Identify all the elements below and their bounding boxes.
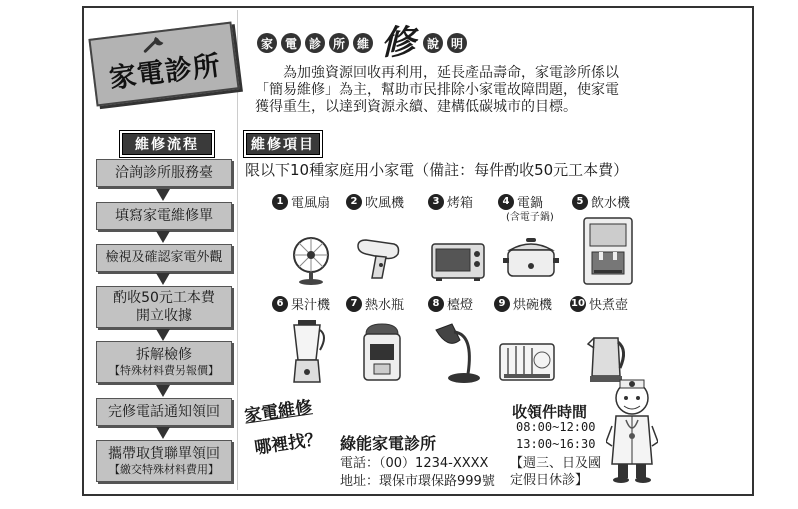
intro-line: 「簡易維修」為主，幫助市民排除小家電故障問題，使家電 xyxy=(255,82,619,98)
hours-slot: 13:00~16:30 xyxy=(516,437,596,451)
process-header: 維修流程 xyxy=(122,133,212,155)
title-char: 所 xyxy=(329,33,349,53)
hours-note: 定假日休診】 xyxy=(510,473,589,488)
intro-line: 獲得重生，以達到資源永續、建構低碳城市的目標。 xyxy=(255,99,577,115)
fan-icon xyxy=(286,236,336,286)
page-title xyxy=(257,23,467,63)
arrow-down-icon xyxy=(156,385,170,397)
limit-text: 限以下10種家庭用小家電（備註：每件酌收50元工本費） xyxy=(245,161,629,179)
hair-dryer-icon xyxy=(354,238,404,282)
water-dispenser-icon xyxy=(582,216,634,286)
step-label: 開立收據 xyxy=(136,308,192,324)
step-label: 完修電話通知領回 xyxy=(108,404,220,420)
title-char: 診 xyxy=(305,33,325,53)
wrench-icon xyxy=(140,33,168,54)
item-sub-note: (含電子鍋) xyxy=(506,212,554,223)
title-char: 維 xyxy=(353,33,373,53)
step-note: 【特殊材料費另報價】 xyxy=(109,364,219,377)
item-label: 1 電風扇 xyxy=(272,192,330,211)
arrow-down-icon xyxy=(156,189,170,201)
shop-phone: 電話：（00）1234-XXXX xyxy=(340,456,489,471)
hours-slot: 08:00~12:00 xyxy=(516,420,596,434)
rice-cooker-icon xyxy=(502,236,560,282)
title-char: 電 xyxy=(281,33,301,53)
step-label: 拆解檢修 xyxy=(136,347,192,363)
arrow-down-icon xyxy=(156,273,170,285)
step-label: 攜帶取貨聯單領回 xyxy=(108,446,220,462)
desk-lamp-icon xyxy=(430,322,484,384)
process-step xyxy=(96,202,232,230)
title-big-char: 修 xyxy=(381,23,415,63)
item-label: 10 快煮壺 xyxy=(570,294,628,313)
process-step xyxy=(96,244,232,272)
title-char: 家 xyxy=(257,33,277,53)
step-label: 填寫家電維修單 xyxy=(115,208,213,224)
step-label: 洽詢診所服務臺 xyxy=(115,165,213,181)
process-step xyxy=(96,159,232,187)
dish-dryer-icon xyxy=(498,336,556,382)
title-char: 說 xyxy=(423,33,443,53)
doctor-mascot-icon xyxy=(606,376,658,486)
item-label: 3 烤箱 xyxy=(428,192,473,211)
intro-paragraph xyxy=(255,65,655,116)
thermos-icon xyxy=(358,320,406,384)
shop-name: 綠能家電診所 xyxy=(340,434,437,453)
process-step xyxy=(96,398,232,426)
shop-address: 地址：環保市環保路999號 xyxy=(340,474,495,489)
arrow-down-icon xyxy=(156,231,170,243)
oven-icon xyxy=(430,242,486,282)
item-label: 5 飲水機 xyxy=(572,192,630,211)
item-label: 9 烘碗機 xyxy=(494,294,552,313)
arrow-down-icon xyxy=(156,427,170,439)
title-char: 明 xyxy=(447,33,467,53)
hours-note: 【週三、日及國 xyxy=(510,456,602,471)
step-label: 檢視及確認家電外觀 xyxy=(105,250,223,265)
item-label: 7 熱水瓶 xyxy=(346,294,404,313)
process-step xyxy=(96,341,232,383)
process-step xyxy=(96,286,232,328)
step-note: 【繳交特殊材料費用】 xyxy=(109,463,219,476)
where-heading-line1: 家電維修 xyxy=(243,397,314,427)
where-heading-line2: 哪裡找？ xyxy=(253,429,324,459)
blender-icon xyxy=(288,318,328,384)
hours-title: 收領件時間 xyxy=(512,403,588,421)
intro-line: 為加強資源回收再利用，延長產品壽命，家電診所係以 xyxy=(283,65,619,81)
item-label: 8 檯燈 xyxy=(428,294,473,313)
step-label: 酌收50元工本費 xyxy=(113,290,215,306)
arrow-down-icon xyxy=(156,329,170,341)
items-header: 維修項目 xyxy=(246,133,320,155)
item-label: 6 果汁機 xyxy=(272,294,330,313)
item-label: 2 吹風機 xyxy=(346,192,404,211)
process-step xyxy=(96,440,232,482)
logo-text: 家電診所 xyxy=(107,49,223,95)
item-label: 4 電鍋 xyxy=(498,192,543,211)
